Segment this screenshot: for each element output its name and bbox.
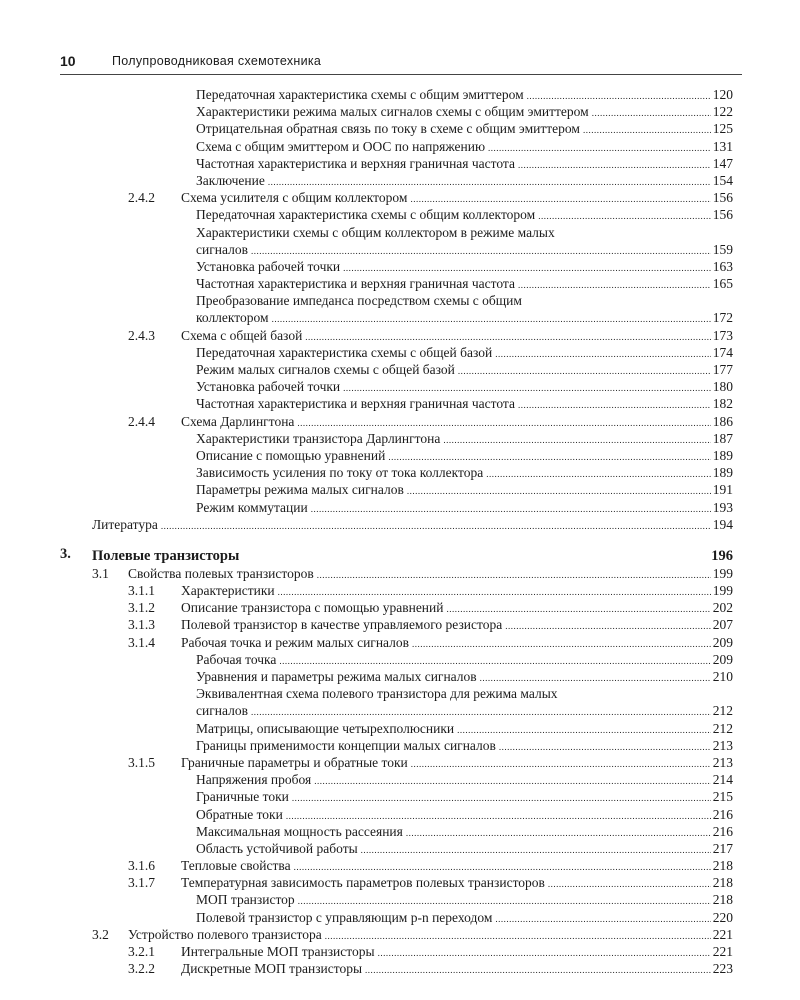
dot-leader	[592, 103, 711, 120]
dot-leader	[457, 720, 711, 737]
toc-entry-page: 216	[712, 823, 733, 839]
toc-entry-title: Зависимость усиления по току от тока коллектора	[196, 464, 486, 481]
toc-entry[interactable]	[0, 172, 733, 189]
toc-entry[interactable]	[0, 806, 733, 823]
dot-leader	[518, 395, 711, 412]
toc-entry-page: 191	[712, 482, 733, 498]
toc-entry-title-line: Эквивалентная схема полевого транзистора для режима малых	[196, 686, 558, 702]
toc-entry-title: Отрицательная обратная связь по току в схеме с общим эмиттером	[196, 120, 583, 137]
toc-entry[interactable]	[0, 275, 733, 292]
toc-entry[interactable]	[0, 909, 733, 926]
dot-leader	[305, 327, 710, 344]
toc-entry-page: 120	[712, 87, 733, 102]
dot-leader	[518, 275, 711, 292]
dot-leader	[446, 599, 710, 616]
toc-entry-page: 218	[712, 892, 733, 908]
toc-entry-page: 207	[712, 617, 733, 633]
toc-entry-title: Полевые транзисторы	[92, 545, 242, 567]
dot-leader	[406, 823, 711, 840]
toc-entry-title: Матрицы, описывающие четырехполюсники	[196, 720, 457, 737]
dot-leader	[538, 206, 711, 223]
toc-entry[interactable]	[0, 189, 733, 206]
toc-entry-page: 218	[712, 875, 733, 891]
dot-leader	[499, 737, 711, 754]
toc-entry-title: Параметры режима малых сигналов	[196, 481, 407, 498]
dot-leader	[410, 189, 710, 206]
dot-leader	[279, 651, 710, 668]
toc-entry-title: Режим коммутации	[196, 499, 311, 516]
running-title: Полупроводниковая схемотехника	[112, 54, 322, 68]
toc-entry[interactable]	[0, 395, 733, 412]
toc-entry-page: 221	[712, 944, 733, 959]
toc-entry-page: 212	[712, 720, 733, 736]
toc-entry-title: Интегральные МОП транзисторы	[181, 943, 378, 960]
dot-leader	[505, 616, 711, 633]
toc-entry[interactable]	[0, 378, 733, 395]
dot-leader	[314, 771, 711, 788]
dot-leader	[378, 943, 711, 960]
toc-entry-title: Описание транзистора с помощью уравнений	[181, 599, 446, 616]
toc-entry-number: 3.2.2	[128, 961, 155, 977]
toc-entry-number: 3.1.6	[128, 858, 155, 874]
toc-entry-page: 173	[712, 327, 733, 343]
toc-entry-page: 156	[712, 207, 733, 223]
toc-entry-title: сигналов	[196, 241, 251, 258]
toc-entry-page: 156	[712, 190, 733, 206]
toc-entry[interactable]	[0, 823, 733, 840]
toc-entry-page: 189	[712, 465, 733, 481]
toc-entry-page: 199	[712, 583, 733, 599]
toc-entry-title: Устройство полевого транзистора	[128, 926, 325, 943]
dot-leader	[486, 464, 711, 481]
toc-entry-page: 209	[712, 634, 733, 650]
toc-entry-number: 2.4.2	[128, 190, 155, 206]
toc-entry[interactable]	[0, 430, 733, 447]
toc-entry-page: 154	[712, 172, 733, 188]
toc-entry-number: 3.1.5	[128, 754, 155, 770]
toc-entry-number: 3.1.3	[128, 617, 155, 633]
dot-leader	[458, 361, 711, 378]
toc-entry-title: Полевой транзистор с управляющим p-n переходом	[196, 909, 495, 926]
dot-leader	[480, 668, 711, 685]
toc-entry-title: Границы применимости концепции малых сигналов	[196, 737, 499, 754]
toc-entry-page: 193	[712, 499, 733, 515]
toc-entry[interactable]	[0, 309, 733, 326]
toc-entry-page: 122	[712, 104, 733, 120]
toc-entry-title: Дискретные МОП транзисторы	[181, 960, 365, 977]
dot-leader	[294, 857, 711, 874]
toc-entry-page: 180	[712, 379, 733, 395]
toc-entry-page: 189	[712, 447, 733, 463]
toc-entry-page: 131	[712, 138, 733, 154]
toc-entry-page: 214	[712, 772, 733, 788]
toc-entry-page: 210	[712, 669, 733, 684]
toc-entry[interactable]	[0, 120, 733, 137]
dot-leader	[361, 840, 711, 857]
toc-entry-title: Граничные токи	[196, 788, 292, 805]
toc-entry[interactable]	[0, 668, 733, 685]
toc-entry-title: сигналов	[196, 702, 251, 719]
toc-chapter[interactable]	[0, 543, 733, 565]
toc-entry-page: 182	[712, 396, 733, 412]
dot-leader	[495, 344, 711, 361]
toc-entry-page: 187	[712, 430, 733, 446]
dot-leader	[278, 582, 711, 599]
toc-entry[interactable]	[0, 891, 733, 908]
toc-entry[interactable]	[0, 464, 733, 481]
toc-entry[interactable]	[0, 754, 733, 771]
toc-entry[interactable]	[0, 616, 733, 633]
toc-entry-title: Рабочая точка и режим малых сигналов	[181, 634, 412, 651]
toc-entry-number: 3.1.1	[128, 583, 155, 599]
toc-entry-page: 125	[712, 121, 733, 137]
toc-entry[interactable]	[0, 926, 733, 943]
toc-entry[interactable]	[0, 737, 733, 754]
toc-entry-title: Литература	[92, 516, 161, 533]
dot-leader	[407, 481, 711, 498]
toc-entry-title: Характеристики режима малых сигналов схемы с общим эмиттером	[196, 103, 592, 120]
dot-leader	[268, 172, 711, 189]
toc-entry-page: 172	[712, 310, 733, 326]
dot-leader	[365, 960, 711, 977]
toc-entry-title: Схема с общей базой	[181, 327, 305, 344]
toc-entry-title: Граничные параметры и обратные токи	[181, 754, 411, 771]
toc-entry-title: Рабочая точка	[196, 651, 279, 668]
toc-entry[interactable]	[0, 516, 733, 533]
toc-entry-page: 163	[712, 258, 733, 274]
dot-leader	[311, 499, 711, 516]
toc-entry-title: Описание с помощью уравнений	[196, 447, 388, 464]
toc-entry-title: Уравнения и параметры режима малых сигналов	[196, 668, 480, 685]
toc-entry[interactable]	[0, 857, 733, 874]
running-header	[60, 52, 742, 75]
dot-leader	[242, 543, 701, 560]
toc-entry[interactable]	[0, 413, 733, 430]
toc-entry-page: 147	[712, 155, 733, 171]
toc-entry-number: 3.	[60, 545, 71, 562]
toc-entry-number: 2.4.3	[128, 327, 155, 343]
dot-leader	[251, 241, 711, 258]
toc-entry-number: 3.2.1	[128, 944, 155, 959]
dot-leader	[488, 138, 711, 155]
toc-entry-title: Передаточная характеристика схемы с общим коллектором	[196, 206, 538, 223]
toc-entry-page: 212	[712, 703, 733, 719]
toc-entry[interactable]	[0, 565, 733, 582]
dot-leader	[292, 788, 711, 805]
dot-leader	[548, 874, 711, 891]
toc-entry[interactable]	[0, 155, 733, 172]
toc-entry[interactable]	[0, 771, 733, 788]
toc-entry-title: Заключение	[196, 172, 268, 189]
toc-entry-title: Полевой транзистор в качестве управляемого резистора	[181, 616, 505, 633]
toc-entry-number: 3.2	[92, 926, 109, 942]
dot-leader	[411, 754, 711, 771]
dot-leader	[443, 430, 710, 447]
dot-leader	[527, 86, 711, 103]
toc-entry-page: 213	[712, 754, 733, 770]
toc-entry[interactable]	[0, 634, 733, 651]
dot-leader	[272, 309, 711, 326]
toc-entry-page: 215	[712, 789, 733, 805]
toc-entry-page: 202	[712, 600, 733, 616]
toc-entry-page: 186	[712, 413, 733, 429]
toc-entry-title: МОП транзистор	[196, 891, 298, 908]
toc-entry-title: Установка рабочей точки	[196, 378, 343, 395]
toc-entry-title: Схема с общим эмиттером и ООС по напряжению	[196, 138, 488, 155]
dot-leader	[388, 447, 710, 464]
toc-entry-number: 2.4.4	[128, 413, 155, 429]
dot-leader	[298, 891, 711, 908]
table-of-contents	[0, 86, 800, 977]
toc-entry-title: Установка рабочей точки	[196, 258, 343, 275]
toc-entry-page: 194	[712, 516, 733, 532]
toc-entry[interactable]	[0, 788, 733, 805]
dot-leader	[251, 702, 711, 719]
toc-entry-title: Напряжения пробоя	[196, 771, 314, 788]
toc-entry-title-line: Преобразование импеданса посредством схемы с общим	[196, 293, 522, 309]
toc-entry-page: 217	[712, 840, 733, 856]
toc-entry-title: Характеристики	[181, 582, 278, 599]
dot-leader	[495, 909, 710, 926]
toc-entry-page: 220	[712, 909, 733, 925]
toc-entry-number: 3.1.2	[128, 600, 155, 616]
toc-entry-page: 196	[711, 548, 733, 565]
toc-entry-page: 221	[712, 926, 733, 942]
dot-leader	[412, 634, 711, 651]
toc-entry[interactable]	[0, 874, 733, 891]
dot-leader	[286, 806, 711, 823]
toc-entry-page: 159	[712, 241, 733, 257]
toc-entry-title: Свойства полевых транзисторов	[128, 565, 317, 582]
toc-entry-title: Передаточная характеристика схемы с общей базой	[196, 344, 495, 361]
toc-entry-page: 165	[712, 276, 733, 292]
toc-entry[interactable]	[0, 481, 733, 498]
toc-entry-page: 223	[712, 961, 733, 977]
toc-entry-title: Максимальная мощность рассеяния	[196, 823, 406, 840]
toc-entry-number: 3.1	[92, 565, 109, 581]
toc-entry-title: Схема Дарлингтона	[181, 413, 297, 430]
toc-entry-title: Обратные токи	[196, 806, 286, 823]
toc-entry[interactable]	[0, 258, 733, 275]
toc-entry-title: Передаточная характеристика схемы с общим эмиттером	[196, 86, 527, 103]
toc-entry-title: коллектором	[196, 309, 272, 326]
dot-leader	[297, 413, 710, 430]
toc-entry-number: 3.1.7	[128, 875, 155, 891]
dot-leader	[161, 516, 711, 533]
toc-entry[interactable]	[0, 960, 733, 977]
toc-entry-title: Частотная характеристика и верхняя граничная частота	[196, 395, 518, 412]
toc-entry[interactable]	[0, 241, 733, 258]
toc-entry[interactable]	[0, 103, 733, 120]
toc-entry[interactable]	[0, 943, 733, 960]
toc-entry[interactable]	[0, 582, 733, 599]
toc-entry-title-line: Характеристики схемы с общим коллектором в режиме малых	[196, 224, 555, 240]
toc-entry[interactable]	[0, 651, 733, 668]
toc-entry[interactable]	[0, 327, 733, 344]
page-number: 10	[60, 53, 76, 69]
dot-leader	[583, 120, 711, 137]
toc-entry-title: Схема усилителя с общим коллектором	[181, 189, 410, 206]
toc-entry-page: 209	[712, 651, 733, 667]
toc-entry[interactable]	[0, 447, 733, 464]
toc-entry[interactable]	[0, 599, 733, 616]
toc-entry[interactable]	[0, 702, 733, 719]
toc-entry-title: Режим малых сигналов схемы с общей базой	[196, 361, 458, 378]
toc-entry[interactable]	[0, 361, 733, 378]
dot-leader	[325, 926, 711, 943]
dot-leader	[317, 565, 711, 582]
toc-entry-page: 177	[712, 362, 733, 377]
toc-entry-title: Частотная характеристика и верхняя граничная частота	[196, 275, 518, 292]
dot-leader	[518, 155, 711, 172]
toc-entry-page: 174	[712, 344, 733, 360]
toc-entry-title: Характеристики транзистора Дарлингтона	[196, 430, 443, 447]
toc-entry-title: Частотная характеристика и верхняя граничная частота	[196, 155, 518, 172]
toc-entry[interactable]	[0, 840, 733, 857]
toc-entry[interactable]	[0, 86, 733, 103]
toc-entry[interactable]	[0, 499, 733, 516]
toc-entry[interactable]	[0, 138, 733, 155]
toc-entry-page: 199	[712, 565, 733, 581]
toc-entry[interactable]	[0, 206, 733, 223]
toc-entry-title: Область устойчивой работы	[196, 840, 361, 857]
toc-entry-page: 213	[712, 737, 733, 753]
dot-leader	[343, 258, 711, 275]
toc-entry[interactable]	[0, 344, 733, 361]
toc-entry[interactable]	[0, 720, 733, 737]
toc-entry-title: Температурная зависимость параметров полевых транзисторов	[181, 874, 548, 891]
toc-entry-page: 216	[712, 806, 733, 822]
toc-entry-title: Тепловые свойства	[181, 857, 294, 874]
toc-entry-page: 218	[712, 858, 733, 874]
toc-entry-number: 3.1.4	[128, 634, 155, 650]
dot-leader	[343, 378, 711, 395]
